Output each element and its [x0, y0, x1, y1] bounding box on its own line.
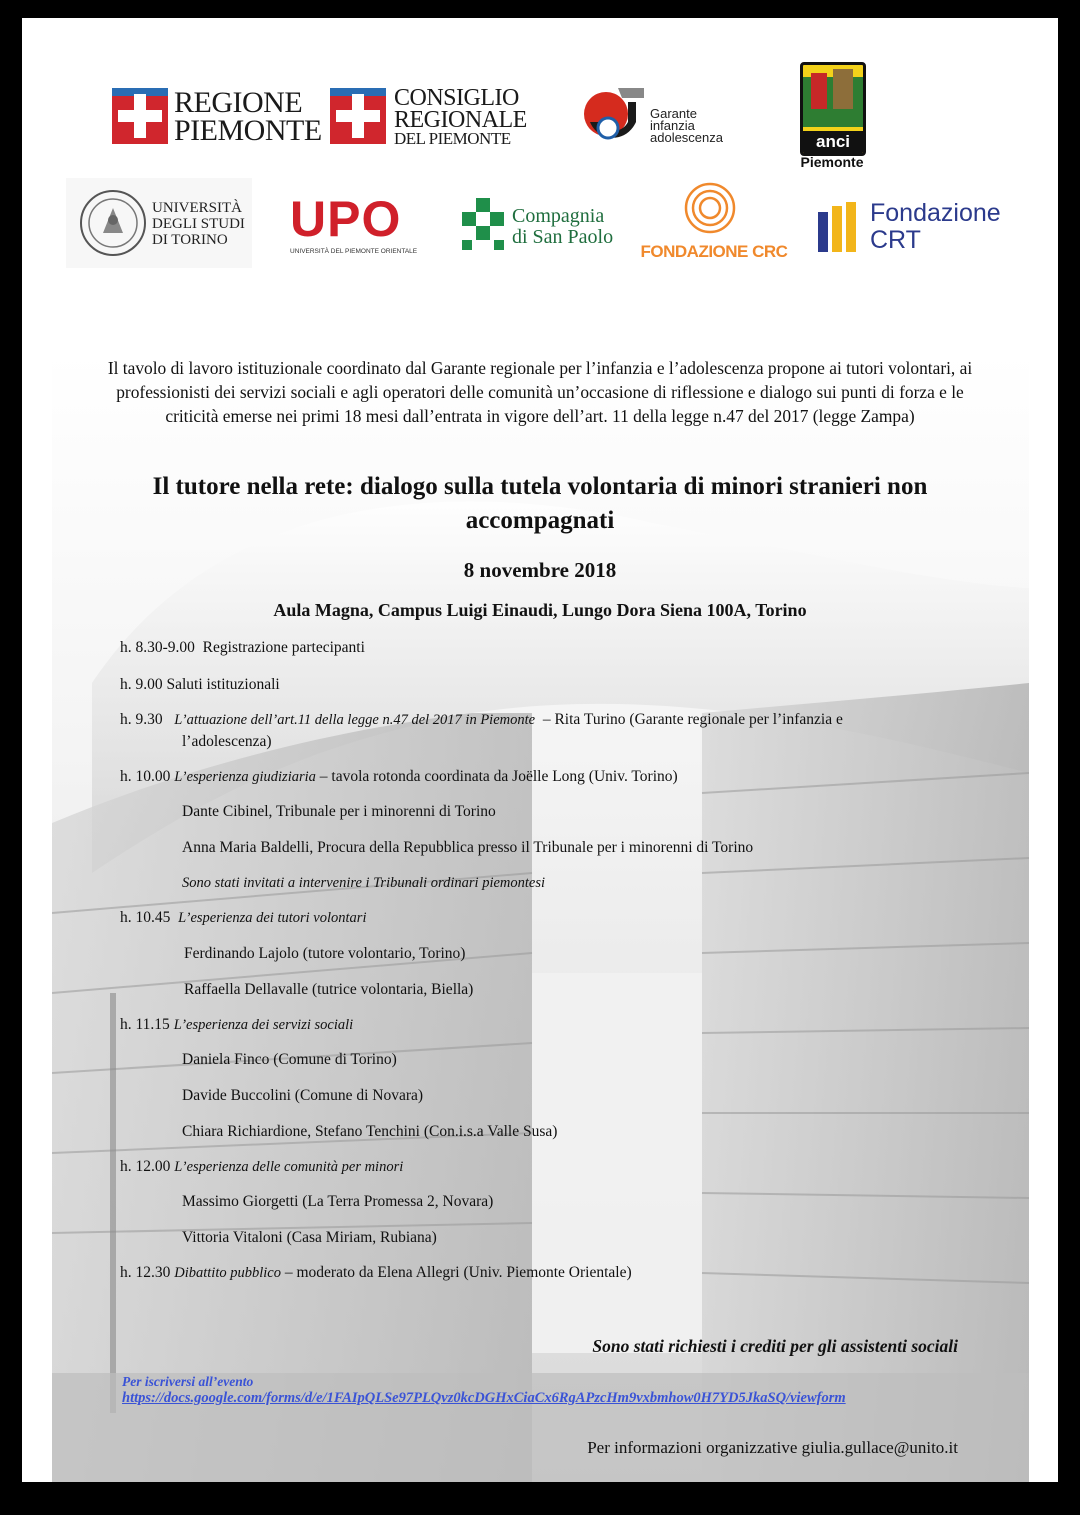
garante-line2: infanzia — [650, 118, 695, 133]
speaker: Dante Cibinel, Tribunale per i minorenni di Torino — [182, 803, 496, 820]
crc-name: FONDAZIONE CRC — [640, 242, 788, 261]
event-title: Il tutore nella rete: dialogo sulla tutela volontaria di minori stranieri non accompagnati — [152, 473, 928, 534]
program-930 — [120, 710, 843, 730]
intro-paragraph: Il tavolo di lavoro istituzionale coordinato dal Garante regionale per l’infanzia e l’adolescenza propone ai tutori volontari, ai professionisti dei servizi sociali e agli operatori delle comunità un’occasione di riflessione e dialogo sui punti di forza e le criticità emerse nei primi 18 mesi dall’entrata in vigore dell’art. 11 della legge n.47 del 2017 (legge Zampa) — [107, 358, 973, 426]
time: h. 12.30 — [120, 1264, 171, 1281]
speaker: Davide Buccolini (Comune di Novara) — [182, 1087, 424, 1104]
program-1115 — [120, 1015, 353, 1035]
consiglio-regionale-logo — [330, 86, 540, 148]
speaker: Daniela Finco (Comune di Torino) — [182, 1051, 397, 1068]
piemonte-flag-icon — [112, 88, 168, 144]
program-1000 — [120, 767, 678, 787]
session-note: Sono stati invitati a intervenire i Tribunali ordinari piemontesi — [182, 875, 546, 891]
garante-infanzia-logo — [578, 78, 758, 158]
garante-line3: adolescenza — [650, 130, 723, 145]
compagnia-line1: Compagnia — [512, 205, 605, 227]
poster-page — [22, 18, 1058, 1482]
time: h. 9.00 — [120, 676, 163, 693]
upo-logo — [290, 191, 430, 264]
speaker: Massimo Giorgetti (La Terra Promessa 2, Novara) — [182, 1193, 494, 1210]
fondazione-crt-logo — [818, 200, 1018, 260]
program-registration — [120, 638, 365, 658]
speaker: Raffaella Dellavalle (tutrice volontaria, Biella) — [184, 981, 474, 998]
credits-note: Sono stati richiesti i crediti per gli assistenti sociali — [592, 1336, 958, 1356]
time: h. 10.45 — [120, 909, 171, 926]
upo-mark: UPO — [290, 191, 402, 247]
consiglio-line3: DEL PIEMONTE — [394, 129, 511, 148]
program-saluti — [120, 675, 280, 695]
upo-subtitle: UNIVERSITÀ DEL PIEMONTE ORIENTALE — [290, 248, 418, 255]
speaker: Anna Maria Baldelli, Procura della Repubblica presso il Tribunale per i minorenni di Torino — [182, 839, 754, 856]
session-title: Dibattito pubblico — [174, 1265, 281, 1281]
item-text: Saluti istituzionali — [166, 676, 280, 693]
crt-line1: Fondazione — [870, 199, 1001, 227]
time: h. 11.15 — [120, 1016, 170, 1033]
piemonte-flag-icon — [330, 88, 386, 144]
garante-emblem-icon — [578, 82, 648, 152]
compagnia-mark-icon — [462, 198, 506, 252]
consiglio-line2: REGIONALE — [394, 107, 527, 133]
unito-line1: UNIVERSITÀ — [152, 200, 242, 216]
time: h. 8.30-9.00 — [120, 639, 195, 656]
speaker: Ferdinando Lajolo (tutore volontario, Torino) — [184, 945, 466, 962]
program-1230 — [120, 1263, 632, 1283]
crc-rings-icon — [670, 180, 750, 240]
unito-seal-icon — [78, 188, 148, 258]
time: h. 10.00 — [120, 768, 171, 785]
session-title: L’attuazione dell’art.11 della legge n.47 del 2017 in Piemonte — [174, 712, 536, 728]
regione-line2: PIEMONTE — [174, 114, 322, 147]
item-text: – Rita Turino (Garante regionale per l’infanzia e — [542, 711, 843, 728]
anci-piemonte-logo — [790, 62, 880, 172]
anci-badge-text: anci — [803, 131, 863, 153]
item-text: – moderato da Elena Allegri (Univ. Piemonte Orientale) — [284, 1264, 632, 1281]
consiglio-line1: CONSIGLIO — [394, 85, 519, 111]
unito-line3: DI TORINO — [152, 232, 228, 248]
unito-line2: DEGLI STUDI — [152, 216, 245, 232]
item-text: Registrazione partecipanti — [202, 639, 365, 656]
session-title: L’esperienza dei tutori volontari — [178, 910, 367, 926]
speaker: Vittoria Vitaloni (Casa Miriam, Rubiana) — [182, 1229, 437, 1246]
garante-line1: Garante — [650, 106, 697, 121]
regione-piemonte-logo — [112, 86, 322, 147]
event-venue: Aula Magna, Campus Luigi Einaudi, Lungo Dora Siena 100A, Torino — [273, 600, 807, 620]
program-1045 — [120, 908, 366, 928]
contact-info: Per informazioni organizzative giulia.gullace@unito.it — [587, 1438, 958, 1457]
session-title: L’esperienza dei servizi sociali — [173, 1017, 354, 1033]
anci-region: Piemonte — [800, 154, 864, 170]
fondazione-crc-logo — [636, 180, 792, 270]
speaker: Chiara Richiardione, Stefano Tenchini (Con.i.s.a Valle Susa) — [182, 1123, 558, 1140]
compagnia-san-paolo-logo — [462, 198, 632, 258]
item-text: – tavola rotonda coordinata da Joëlle Long (Univ. Torino) — [319, 768, 678, 785]
unito-logo — [66, 178, 252, 268]
compagnia-line2: di San Paolo — [512, 226, 614, 248]
registration-label: Per iscriversi all’evento — [122, 1374, 254, 1389]
program-930-cont: l’adolescenza) — [182, 733, 272, 750]
anci-badge — [800, 62, 866, 156]
registration-link[interactable]: https://docs.google.com/forms/d/e/1FAIpQLSe97PLQvz0kcDGHxCiaCx6RgAPzcHm9vxbmhow0H7YD5JkaSQ/viewform — [122, 1390, 846, 1406]
regione-line1: REGIONE — [174, 86, 303, 119]
session-title: L’esperienza giudiziaria — [174, 769, 316, 785]
crt-bars-icon — [818, 202, 864, 254]
session-title: L’esperienza delle comunità per minori — [174, 1159, 404, 1175]
time: h. 9.30 — [120, 711, 163, 728]
event-date: 8 novembre 2018 — [463, 558, 617, 582]
program-1200 — [120, 1157, 403, 1177]
crt-line2: CRT — [870, 226, 921, 254]
time: h. 12.00 — [120, 1158, 171, 1175]
